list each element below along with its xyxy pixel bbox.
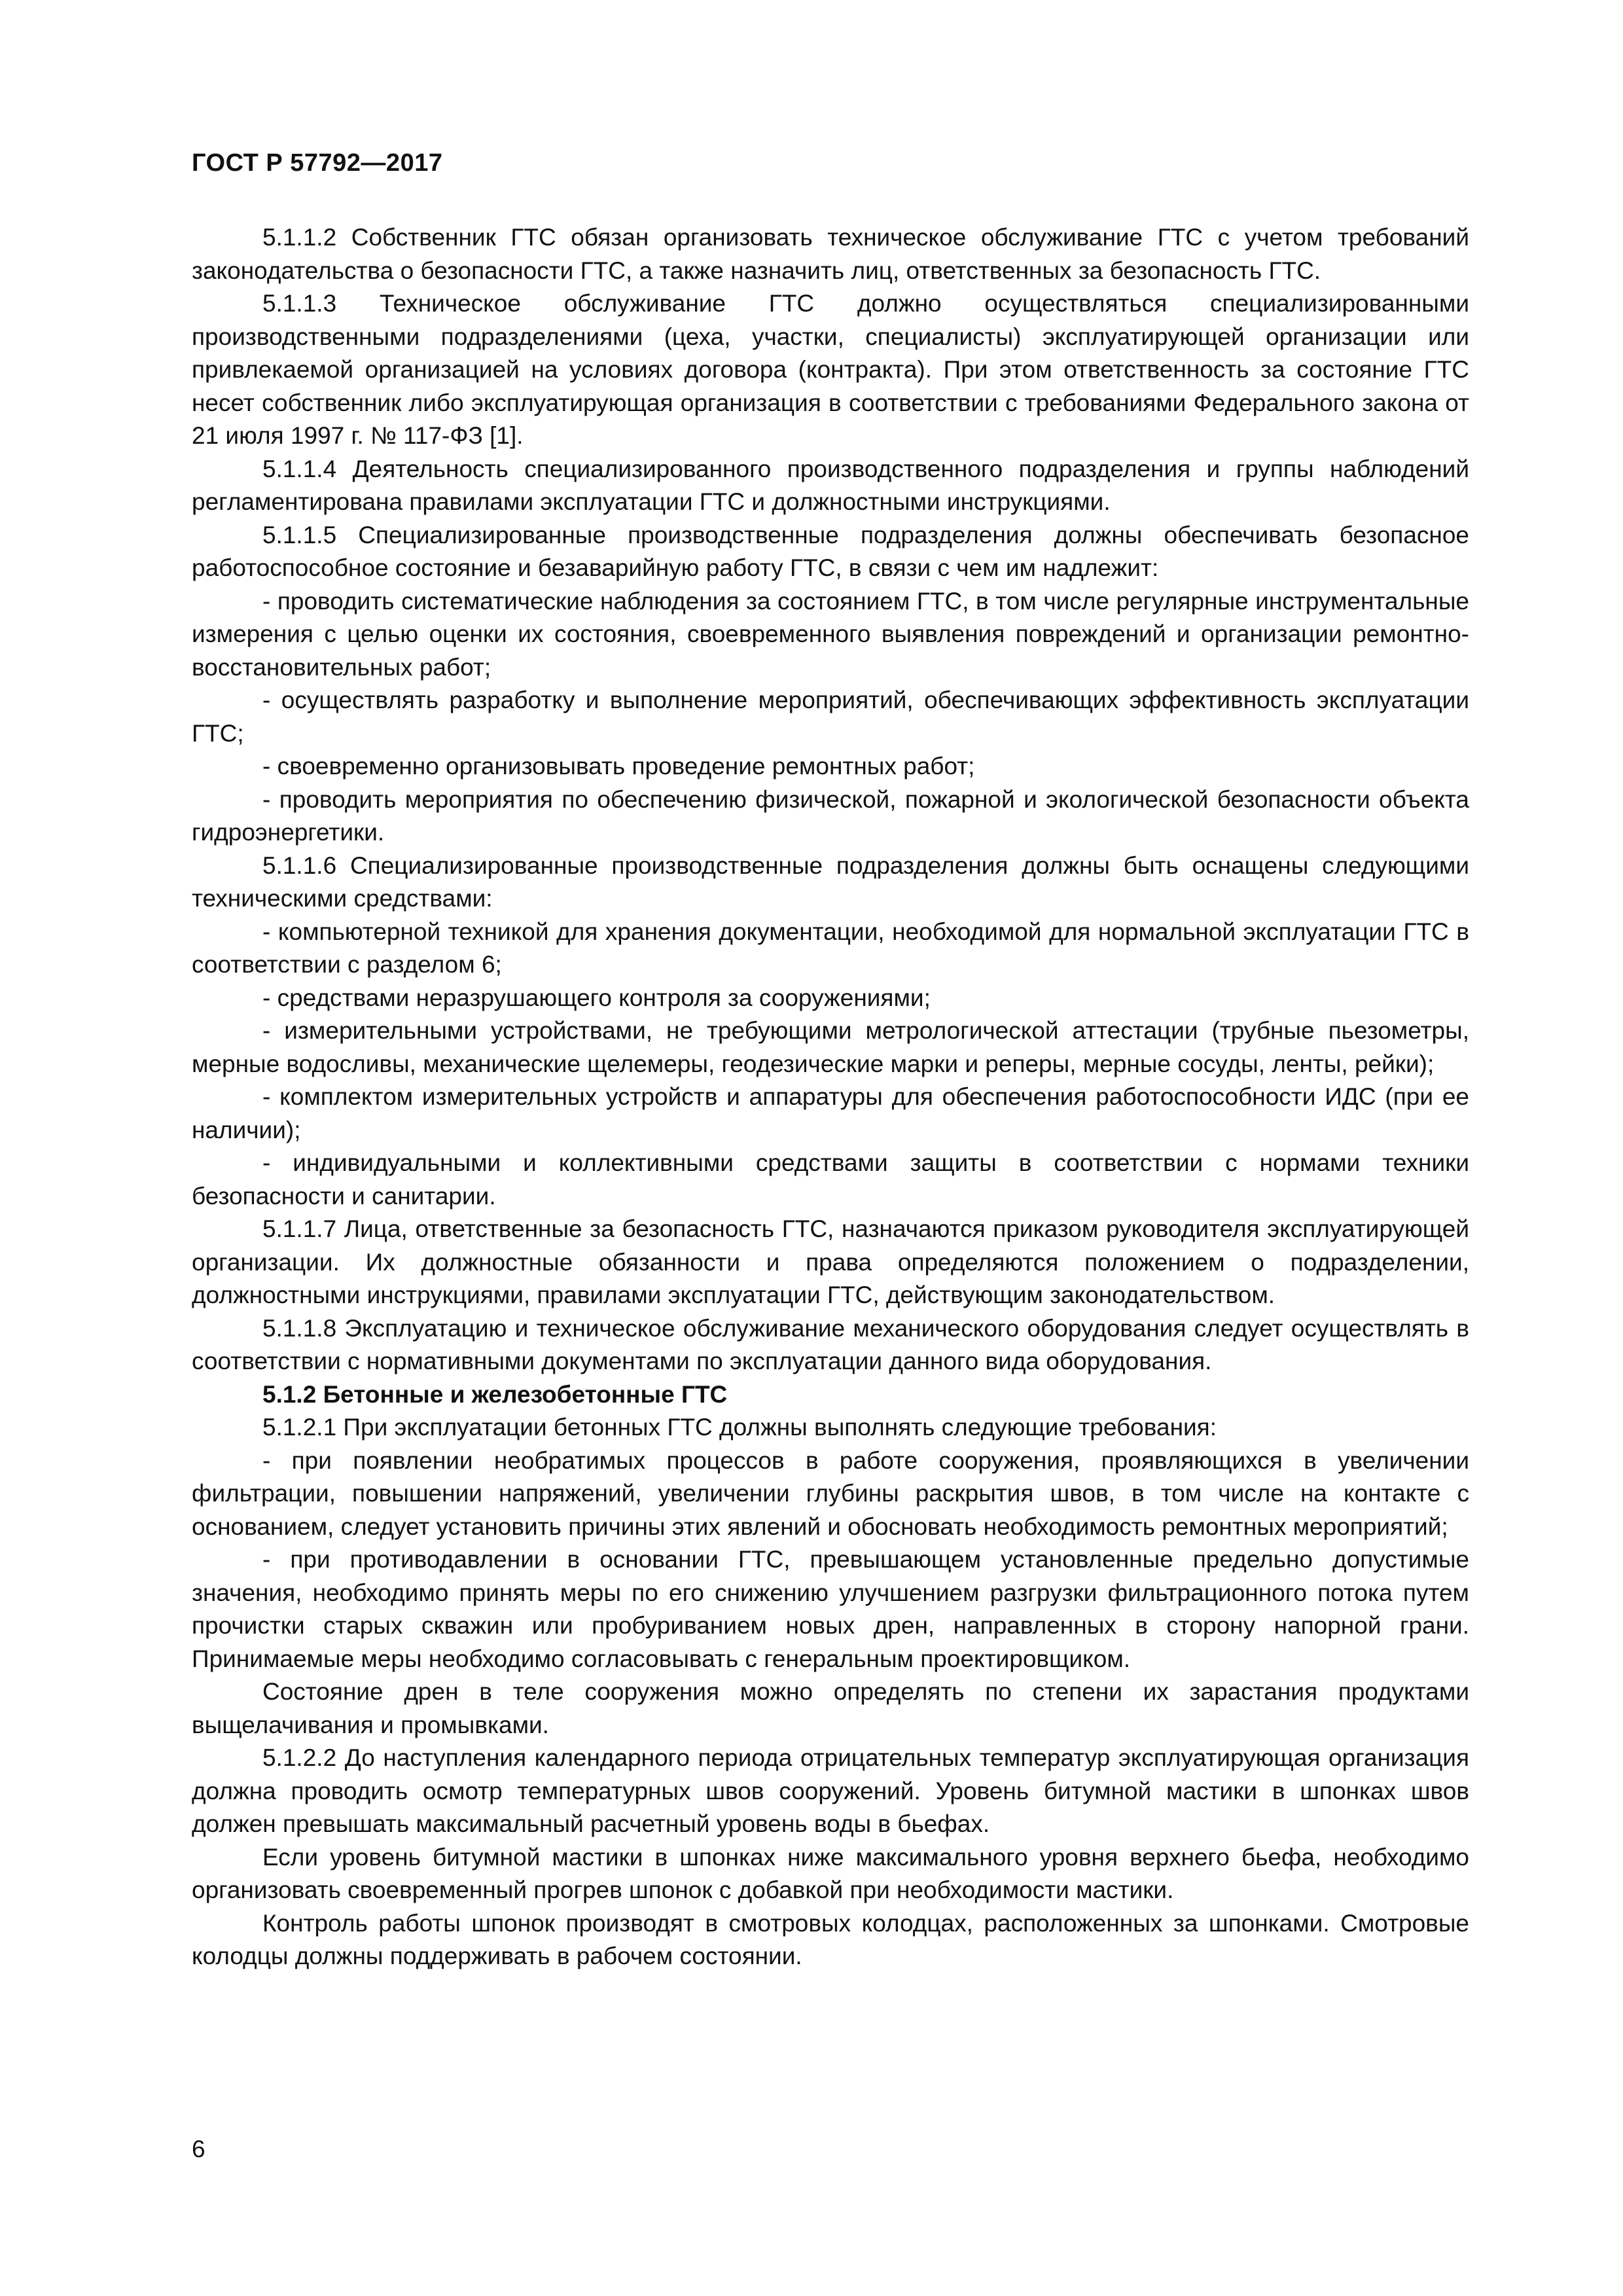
list-item: - при появлении необратимых процессов в работе сооружения, проявляющихся в увеличении фильтрации, повышении напряжений, увеличении глубины раскрытия швов, в том числе на контакте с основанием, следует установить причины этих явлений и обосновать необходимость ремонтных мероприятий; bbox=[192, 1446, 1469, 1540]
document-header: ГОСТ Р 57792—2017 bbox=[192, 149, 443, 177]
list-item: - своевременно организовывать проведение ремонтных работ; bbox=[262, 753, 975, 780]
list-item: - проводить систематические наблюдения за состоянием ГТС, в том числе регулярные инструментальные измерения с целью оценки их состояния, своевременного выявления повреждений и организации ремонтно-восстановительных работ; bbox=[192, 587, 1469, 681]
paragraph-5-1-1-7: 5.1.1.7 Лица, ответственные за безопасность ГТС, назначаются приказом руководителя эксплуатирующей организации. Их должностные обязанности и права определяются положением о подразделении, должностными инструкциями, правилами эксплуатации ГТС, действующим законодательством. bbox=[192, 1215, 1469, 1308]
paragraph-5-1-1-5: 5.1.1.5 Специализированные производственные подразделения должны обеспечивать безопасное работоспособное состояние и безаварийную работу ГТС, в связи с чем им надлежит: bbox=[192, 521, 1469, 581]
paragraph-5-1-2-1: 5.1.2.1 При эксплуатации бетонных ГТС должны выполнять следующие требования: bbox=[262, 1414, 1217, 1441]
list-item: - измерительными устройствами, не требующими метрологической аттестации (трубные пьезометры, мерные водосливы, механические щелемеры, геодезические марки и реперы, мерные сосуды, ленты, рейки); bbox=[192, 1017, 1469, 1077]
section-heading-5-1-2: 5.1.2 Бетонные и железобетонные ГТС bbox=[262, 1380, 728, 1408]
paragraph-5-1-1-6: 5.1.1.6 Специализированные производственные подразделения должны быть оснащены следующими техническими средствами: bbox=[192, 852, 1469, 912]
list-item: - средствами неразрушающего контроля за сооружениями; bbox=[262, 984, 931, 1011]
paragraph-5-1-1-8: 5.1.1.8 Эксплуатацию и техническое обслуживание механического оборудования следует осуществлять в соответствии с нормативными документами по эксплуатации данного вида оборудования. bbox=[192, 1314, 1469, 1374]
document-body bbox=[192, 221, 1469, 1973]
paragraph-inspection-wells: Контроль работы шпонок производят в смотровых колодцах, расположенных за шпонками. Смотровые колодцы должны поддерживать в рабочем состоянии. bbox=[192, 1909, 1469, 1969]
list-item: - компьютерной техникой для хранения документации, необходимой для нормальной эксплуатации ГТС в соответствии с разделом 6; bbox=[192, 918, 1469, 978]
paragraph-5-1-1-2: 5.1.1.2 Собственник ГТС обязан организовать техническое обслуживание ГТС с учетом требований законодательства о безопасности ГТС, а также назначить лиц, ответственных за безопасность ГТС. bbox=[192, 224, 1469, 284]
paragraph-5-1-1-4: 5.1.1.4 Деятельность специализированного производственного подразделения и группы наблюдений регламентирована правилами эксплуатации ГТС и должностными инструкциями. bbox=[192, 455, 1469, 515]
list-item: - комплектом измерительных устройств и аппаратуры для обеспечения работоспособности ИДС (при ее наличии); bbox=[192, 1083, 1469, 1143]
list-item: - индивидуальными и коллективными средствами защиты в соответствии с нормами техники безопасности и санитарии. bbox=[192, 1149, 1469, 1210]
list-item: - проводить мероприятия по обеспечению физической, пожарной и экологической безопасности объекта гидроэнергетики. bbox=[192, 785, 1469, 846]
paragraph-5-1-1-3: 5.1.1.3 Техническое обслуживание ГТС должно осуществляться специализированными производственными подразделениями (цеха, участки, специалисты) эксплуатирующей организации или привлекаемой организацией на условиях договора (контракта). При этом ответственность за состояние ГТС несет собственник либо эксплуатирующая организация в соответствии с требованиями Федерального закона от 21 июля 1997 г. № 117-ФЗ [1]. bbox=[192, 290, 1469, 449]
paragraph-mastic-level: Если уровень битумной мастики в шпонках ниже максимального уровня верхнего бьефа, необходимо организовать своевременный прогрев шпонок с добавкой при необходимости мастики. bbox=[192, 1843, 1469, 1903]
paragraph-5-1-2-2: 5.1.2.2 До наступления календарного периода отрицательных температур эксплуатирующая организация должна проводить осмотр температурных швов сооружений. Уровень битумной мастики в шпонках швов должен превышать максимальный расчетный уровень воды в бьефах. bbox=[192, 1744, 1469, 1837]
list-item: - при противодавлении в основании ГТС, превышающем установленные предельно допустимые значения, необходимо принять меры по его снижению улучшением разгрузки фильтрационного потока путем прочистки старых скважин или пробуриванием новых дрен, направленных в сторону напорной грани. Принимаемые меры необходимо согласовывать с генеральным проектировщиком. bbox=[192, 1546, 1469, 1672]
page-number: 6 bbox=[192, 2136, 205, 2162]
list-item: - осуществлять разработку и выполнение мероприятий, обеспечивающих эффективность эксплуатации ГТС; bbox=[192, 687, 1469, 747]
paragraph-drains: Состояние дрен в теле сооружения можно определять по степени их зарастания продуктами выщелачивания и промывками. bbox=[192, 1678, 1469, 1738]
